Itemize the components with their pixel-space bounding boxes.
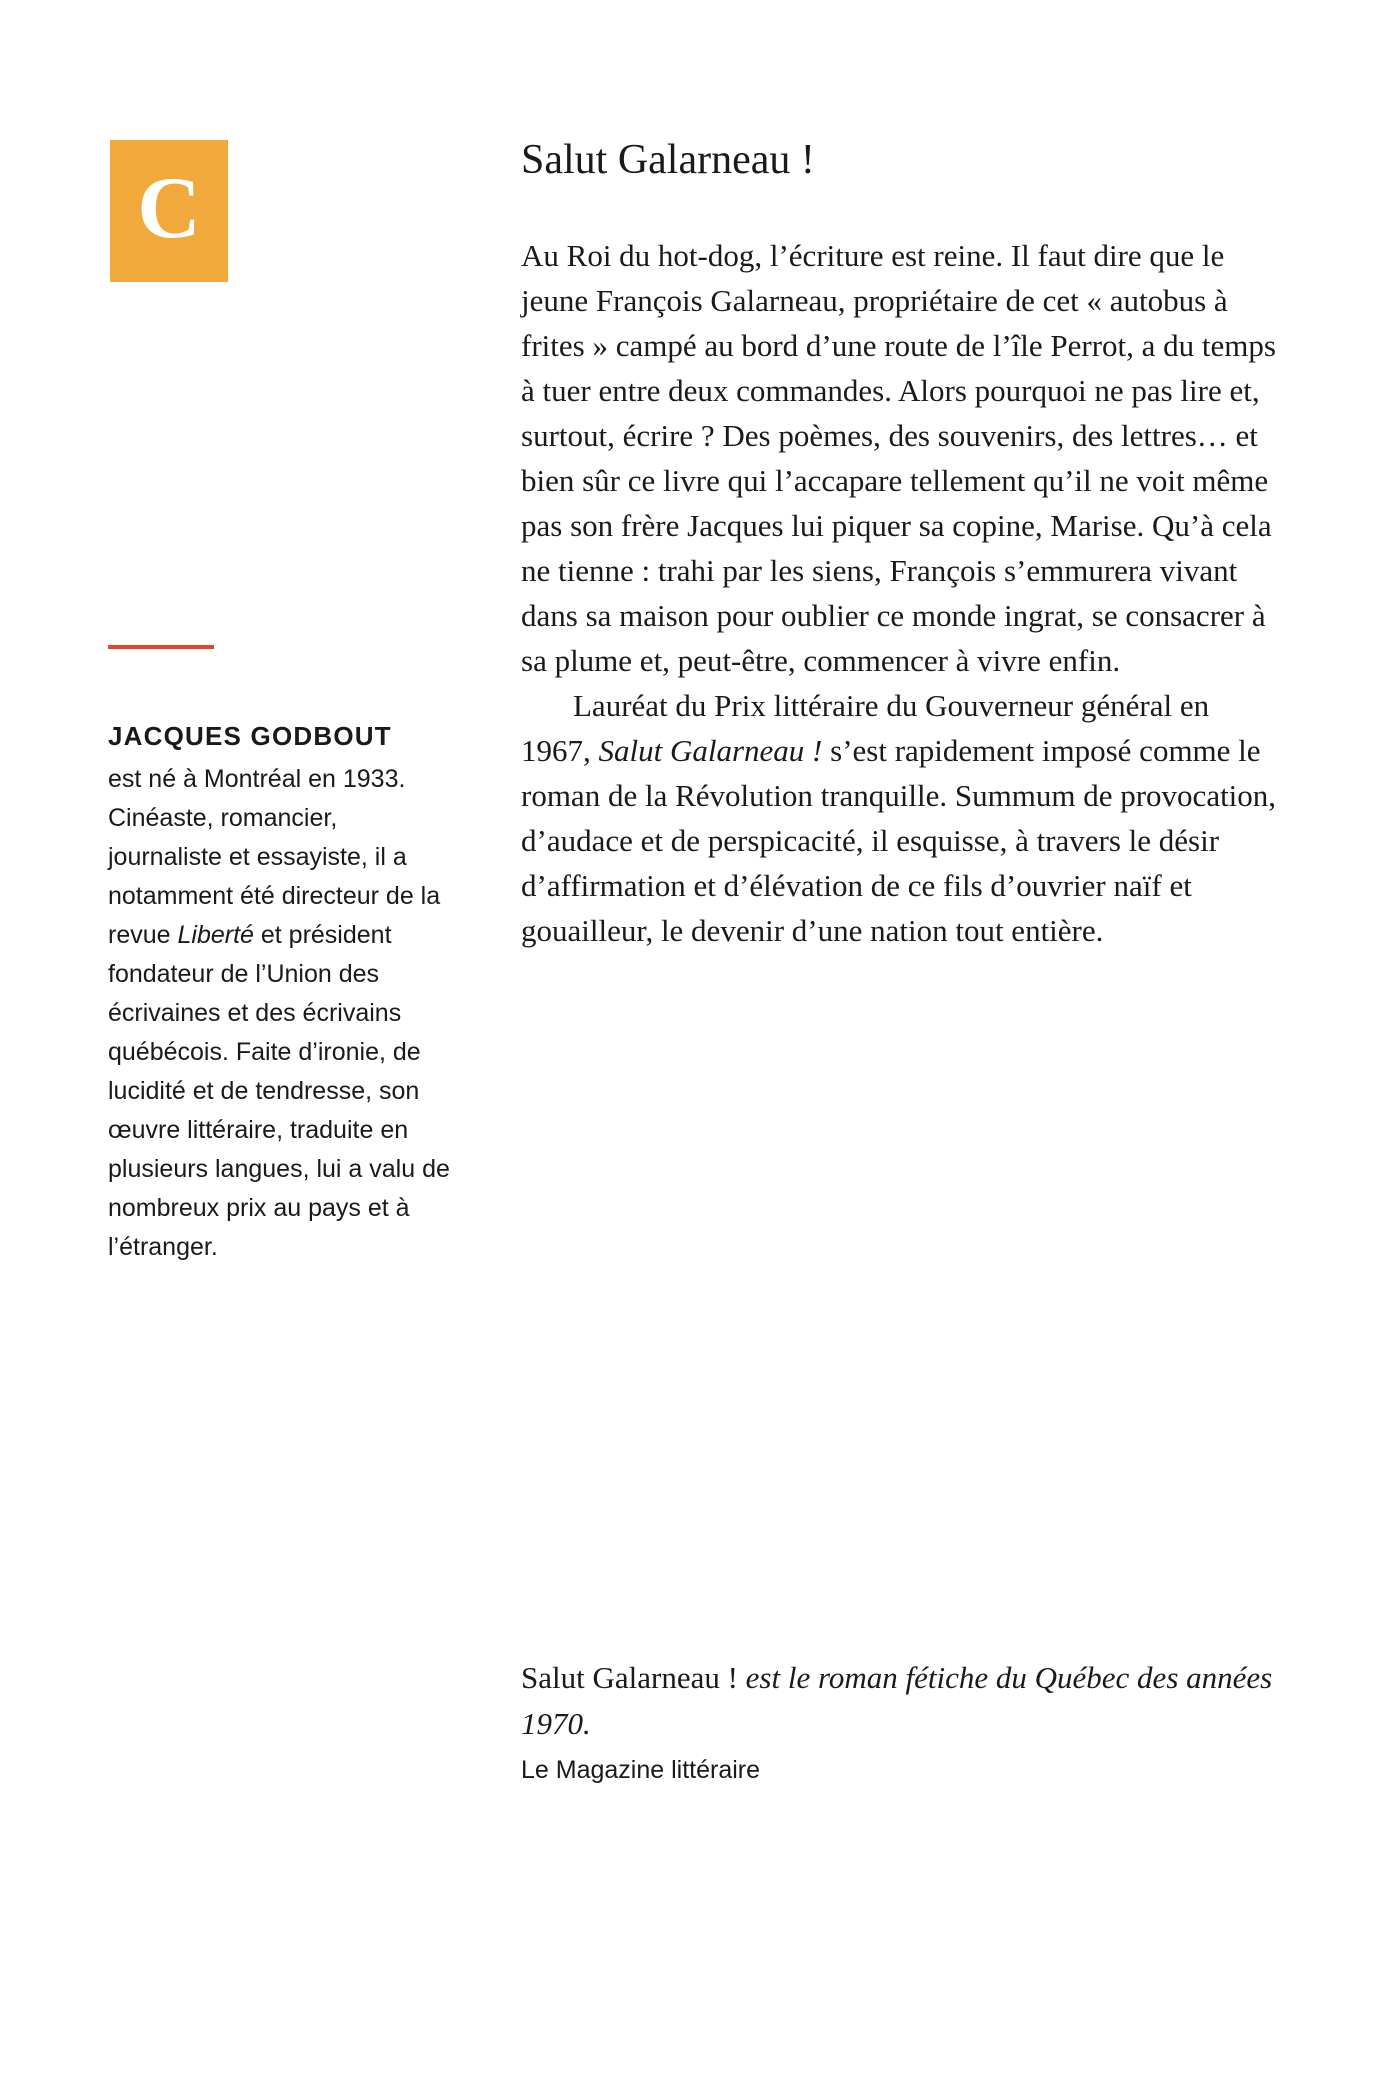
main-column (521, 135, 1279, 953)
synopsis-paragraph-2-text-2: s’est rapidement imposé comme le roman de la Révolution tranquille. Summum de provocation, d’audace et de perspicacité, il esquisse, à travers le désir d’affirmation et d’élévation de ce fils d’ouvrier naïf et gouailleur, le devenir d’une nation tout entière. (521, 733, 1277, 948)
author-bio (108, 760, 456, 1267)
author-name: JACQUES GODBOUT (108, 721, 392, 751)
author-bio-text-2: et président fondateur de l’Union des écrivaines et des écrivains québécois. Faite d’ironie, de lucidité et de tendresse, son œuvre littéraire, traduite en plusieurs langues, lui a valu de nombreux prix au pays et à l’étranger. (108, 921, 450, 1261)
synopsis-paragraph-2-book-title: Salut Galarneau ! (598, 733, 823, 768)
synopsis-paragraph-2 (521, 683, 1279, 953)
synopsis-paragraph-2-text-1: Lauréat du Prix littéraire du Gouverneur général en 1967, (521, 688, 1210, 768)
author-bio-italic-title: Liberté (177, 921, 254, 949)
publisher-logo (110, 140, 228, 282)
press-quote (521, 1655, 1279, 1787)
author-sidebar (108, 645, 456, 1267)
accent-rule (108, 645, 214, 649)
publisher-logo-letter: C (137, 160, 201, 257)
press-quote-book-title: Salut Galarneau ! (521, 1660, 738, 1695)
page-title: Salut Galarneau ! (521, 137, 815, 183)
synopsis-paragraph-1: Au Roi du hot-dog, l’écriture est reine. Il faut dire que le jeune François Galarneau, propriétaire de cet « autobus à frites » campé au bord d’une route de l’île Perrot, a du temps à tuer entre deux commandes. Alors pourquoi ne pas lire et, surtout, écrire ? Des poèmes, des souvenirs, des lettres… et bien sûr ce livre qui l’accapare tellement qu’il ne voit même pas son frère Jacques lui piquer sa copine, Marise. Qu’à cela ne tienne : trahi par les siens, François s’emmurera vivant dans sa maison pour oublier ce monde ingrat, se consacrer à sa plume et, peut-être, commencer à vivre enfin. (521, 238, 1276, 678)
press-quote-italic-text: est le roman fétiche du Québec des années 1970. (521, 1660, 1273, 1741)
author-bio-text-1: est né à Montréal en 1933. Cinéaste, romancier, journaliste et essayiste, il a notamment été directeur de la revue (108, 765, 441, 949)
press-quote-text (521, 1655, 1279, 1747)
synopsis (521, 233, 1279, 953)
press-quote-source: Le Magazine littéraire (521, 1756, 761, 1784)
